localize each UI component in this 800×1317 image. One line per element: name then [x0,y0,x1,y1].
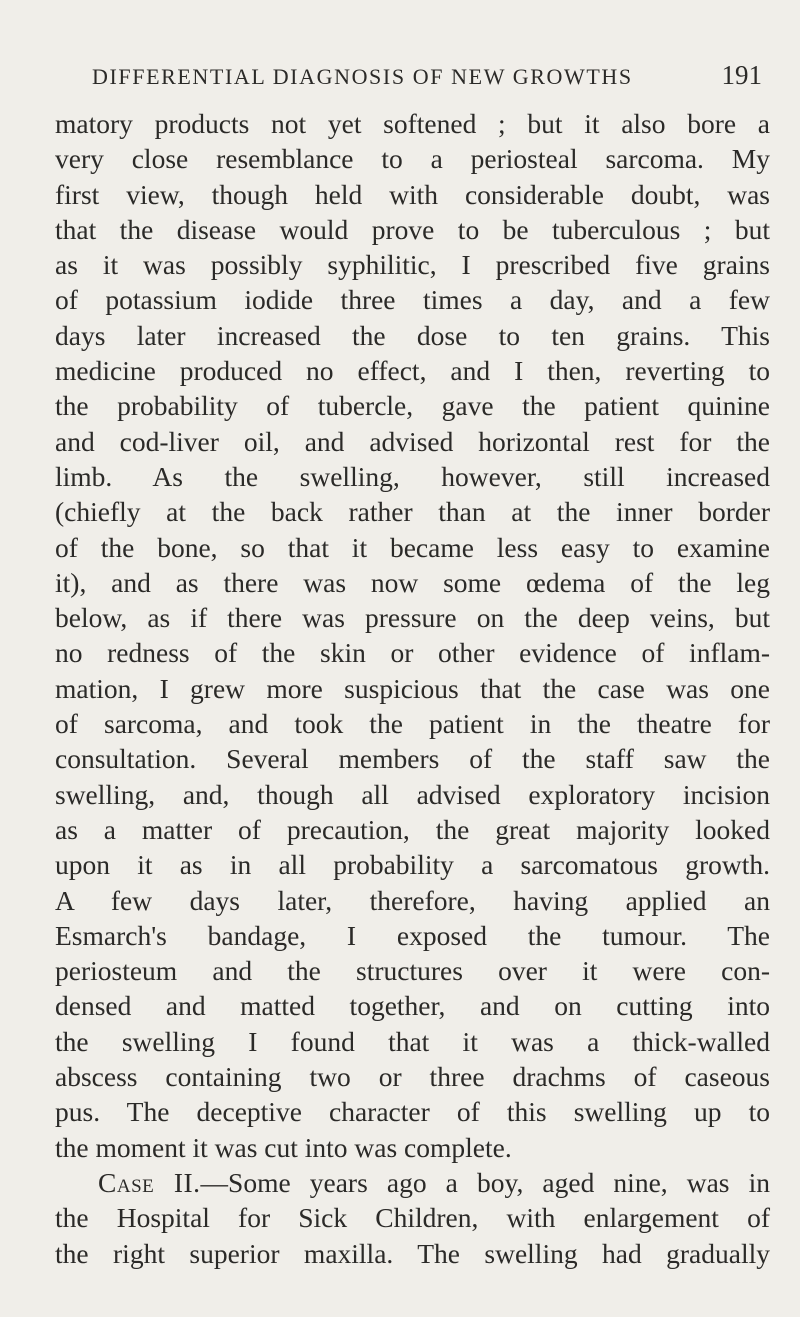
text-line: the swelling I found that it was a thick-walled [55,1025,770,1057]
text-line: as it was possibly syphilitic, I prescribed five grains [55,249,770,281]
text-line: limb. As the swelling, however, still increased [55,460,770,492]
paragraph-end-line: the moment it was cut into was complete. [55,1131,512,1163]
text-line: matory products not yet softened ; but it also bore a [55,108,770,139]
text-line: of potassium iodide three times a day, and a few [55,284,770,316]
text-line: densed and matted together, and on cutting into [55,990,770,1022]
text-line: as a matter of precaution, the great majority looked [55,813,770,845]
case-heading: Case II. [98,1166,201,1198]
case-text: —Some years ago a boy, aged nine, was in [200,1166,770,1198]
text-line: days later increased the dose to ten grains. This [55,319,770,351]
text-line: Esmarch's bandage, I exposed the tumour. The [55,919,770,951]
text-line: mation, I grew more suspicious that the case was one [55,672,770,704]
text-line: upon it as in all probability a sarcomatous growth. [55,849,770,881]
text-line: of sarcoma, and took the patient in the theatre for [55,708,770,740]
running-head [92,58,762,94]
text-line: A few days later, therefore, having applied an [55,884,770,916]
text-line: consultation. Several members of the staff saw the [55,743,770,775]
running-title: DIFFERENTIAL DIAGNOSIS OF NEW GROWTHS [92,64,633,89]
text-line: first view, though held with considerable doubt, was [55,178,770,210]
text-line: no redness of the skin or other evidence of inflam- [55,637,770,669]
text-line: very close resemblance to a periosteal sarcoma. My [55,143,770,175]
case-paragraph-start [55,1165,770,1200]
text-line: the Hospital for Sick Children, with enlargement of [55,1202,770,1234]
text-line: abscess containing two or three drachms of caseous [55,1061,770,1093]
text-line: of the bone, so that it became less easy to examine [55,531,770,563]
text-line: the right superior maxilla. The swelling had gradually [55,1237,770,1269]
text-line: periosteum and the structures over it were con- [55,955,770,987]
page-number: 191 [721,60,762,90]
text-line: pus. The deceptive character of this swelling up to [55,1096,770,1128]
text-line: it), and as there was now some œdema of the leg [55,566,770,598]
text-line: swelling, and, though all advised exploratory incision [55,778,770,810]
text-line: that the disease would prove to be tuberculous ; but [55,213,770,245]
text-line: below, as if there was pressure on the deep veins, but [55,602,770,634]
text-line: and cod-liver oil, and advised horizontal rest for the [55,425,770,457]
text-line: medicine produced no effect, and I then, reverting to [55,355,770,387]
body-text [55,106,770,1271]
text-line: (chiefly at the back rather than at the inner border [55,496,770,528]
text-line: the probability of tubercle, gave the patient quinine [55,390,770,422]
